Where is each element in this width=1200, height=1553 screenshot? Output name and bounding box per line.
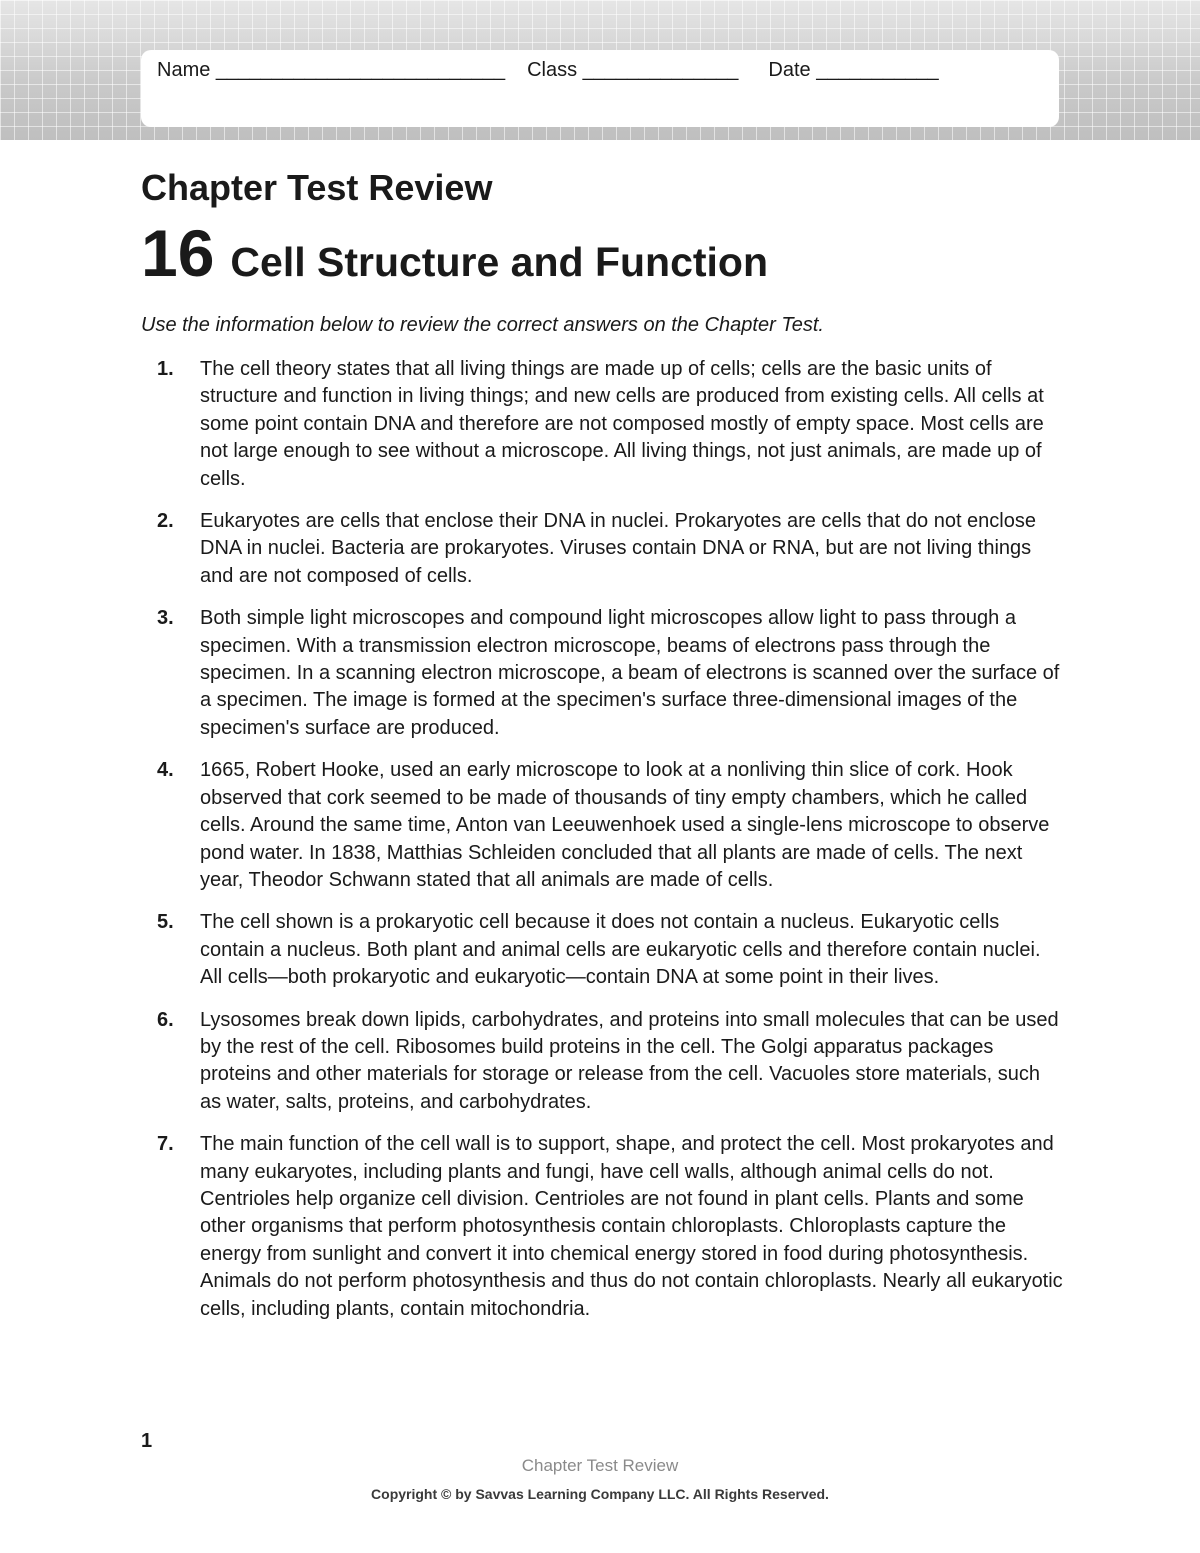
- answer-text: The main function of the cell wall is to support, shape, and protect the cell. Most prokaryotes and many eukaryotes, including plants and fungi, have cell walls, although animal cells do not. Centrioles help organize cell division. Centrioles are not found in plant cells. Plants and some other organisms that perform photosynthesis contain chloroplasts. Chloroplasts capture the energy from sunlight and convert it into chemical energy stored in food during photosynthesis. Animals do not perform photosynthesis and thus do not contain chloroplasts. Nearly all eukaryotic cells, including plants, contain mitochondria.: [200, 1133, 1063, 1320]
- name-field[interactable]: Name __________________________: [157, 59, 506, 81]
- answer-number: 7.: [157, 1133, 174, 1156]
- answer-number: 6.: [157, 1008, 174, 1031]
- student-info-row: [157, 59, 939, 82]
- answer-item: [141, 1007, 1066, 1117]
- student-info-box: [141, 50, 1059, 127]
- page-number: 1: [141, 1430, 153, 1452]
- answer-text: Eukaryotes are cells that enclose their DNA in nuclei. Prokaryotes are cells that do not enclose DNA in nuclei. Bacteria are prokaryotes. Viruses contain DNA or RNA, but are not living things and are not composed of cells.: [200, 510, 1036, 587]
- header-band: [0, 0, 1200, 140]
- review-title: Chapter Test Review: [141, 167, 493, 208]
- answer-text: The cell shown is a prokaryotic cell because it does not contain a nucleus. Eukaryotic cells contain a nucleus. Both plant and animal cells are eukaryotic cells and therefore contain nuclei. All cells—both prokaryotic and eukaryotic—contain DNA at some point in their lives.: [200, 911, 1041, 989]
- answer-number: 3.: [157, 607, 174, 630]
- answer-item: [141, 605, 1066, 742]
- answer-item: [141, 757, 1066, 894]
- instructions: Use the information below to review the correct answers on the Chapter Test.: [141, 314, 824, 336]
- answer-number: 5.: [157, 911, 174, 934]
- chapter-title: Cell Structure and Function: [230, 239, 769, 285]
- answer-item: [141, 508, 1066, 590]
- answer-list: [141, 356, 1066, 1338]
- copyright-notice: Copyright © by Savvas Learning Company LLC. All Rights Reserved.: [371, 1486, 829, 1502]
- date-field[interactable]: Date ___________: [768, 59, 939, 81]
- chapter-heading: [141, 215, 768, 291]
- answer-item: [141, 909, 1066, 991]
- answer-text: Lysosomes break down lipids, carbohydrates, and proteins into small molecules that can be used by the rest of the cell. Ribosomes build proteins in the cell. The Golgi apparatus packages proteins and other materials for storage or release from the cell. Vacuoles store materials, such as water, salts, proteins, and carbohydrates.: [200, 1008, 1059, 1113]
- answer-text: Both simple light microscopes and compound light microscopes allow light to pass through a specimen. With a transmission electron microscope, beams of electrons pass through the specimen. In a scanning electron microscope, a beam of electrons is scanned over the surface of a specimen. The image is formed at the specimen's surface three-dimensional images of the specimen's surface are produced.: [200, 607, 1060, 739]
- answer-text: 1665, Robert Hooke, used an early microscope to look at a nonliving thin slice of cork. Hook observed that cork seemed to be made of thousands of tiny empty chambers, which he called cells. Around the same time, Anton van Leeuwenhoek used a single-lens microscope to observe pond water. In 1838, Matthias Schleiden concluded that all plants are made of cells. The next year, Theodor Schwann stated that all animals are made of cells.: [200, 759, 1050, 891]
- footer-title: Chapter Test Review: [521, 1456, 679, 1475]
- answer-item: [141, 356, 1066, 493]
- answer-text: The cell theory states that all living things are made up of cells; cells are the basic units of structure and function in living things; and new cells are produced from existing cells. All cells at some point contain DNA and therefore are not composed mostly of empty space. Most cells are not large enough to see without a microscope. All living things, not just animals, are made up of cells.: [200, 358, 1044, 490]
- answer-number: 2.: [157, 510, 174, 533]
- answer-number: 4.: [157, 759, 174, 782]
- chapter-number: 16: [141, 216, 215, 290]
- answer-item: [141, 1131, 1066, 1323]
- answer-number: 1.: [157, 358, 174, 380]
- class-field[interactable]: Class ______________: [527, 59, 739, 81]
